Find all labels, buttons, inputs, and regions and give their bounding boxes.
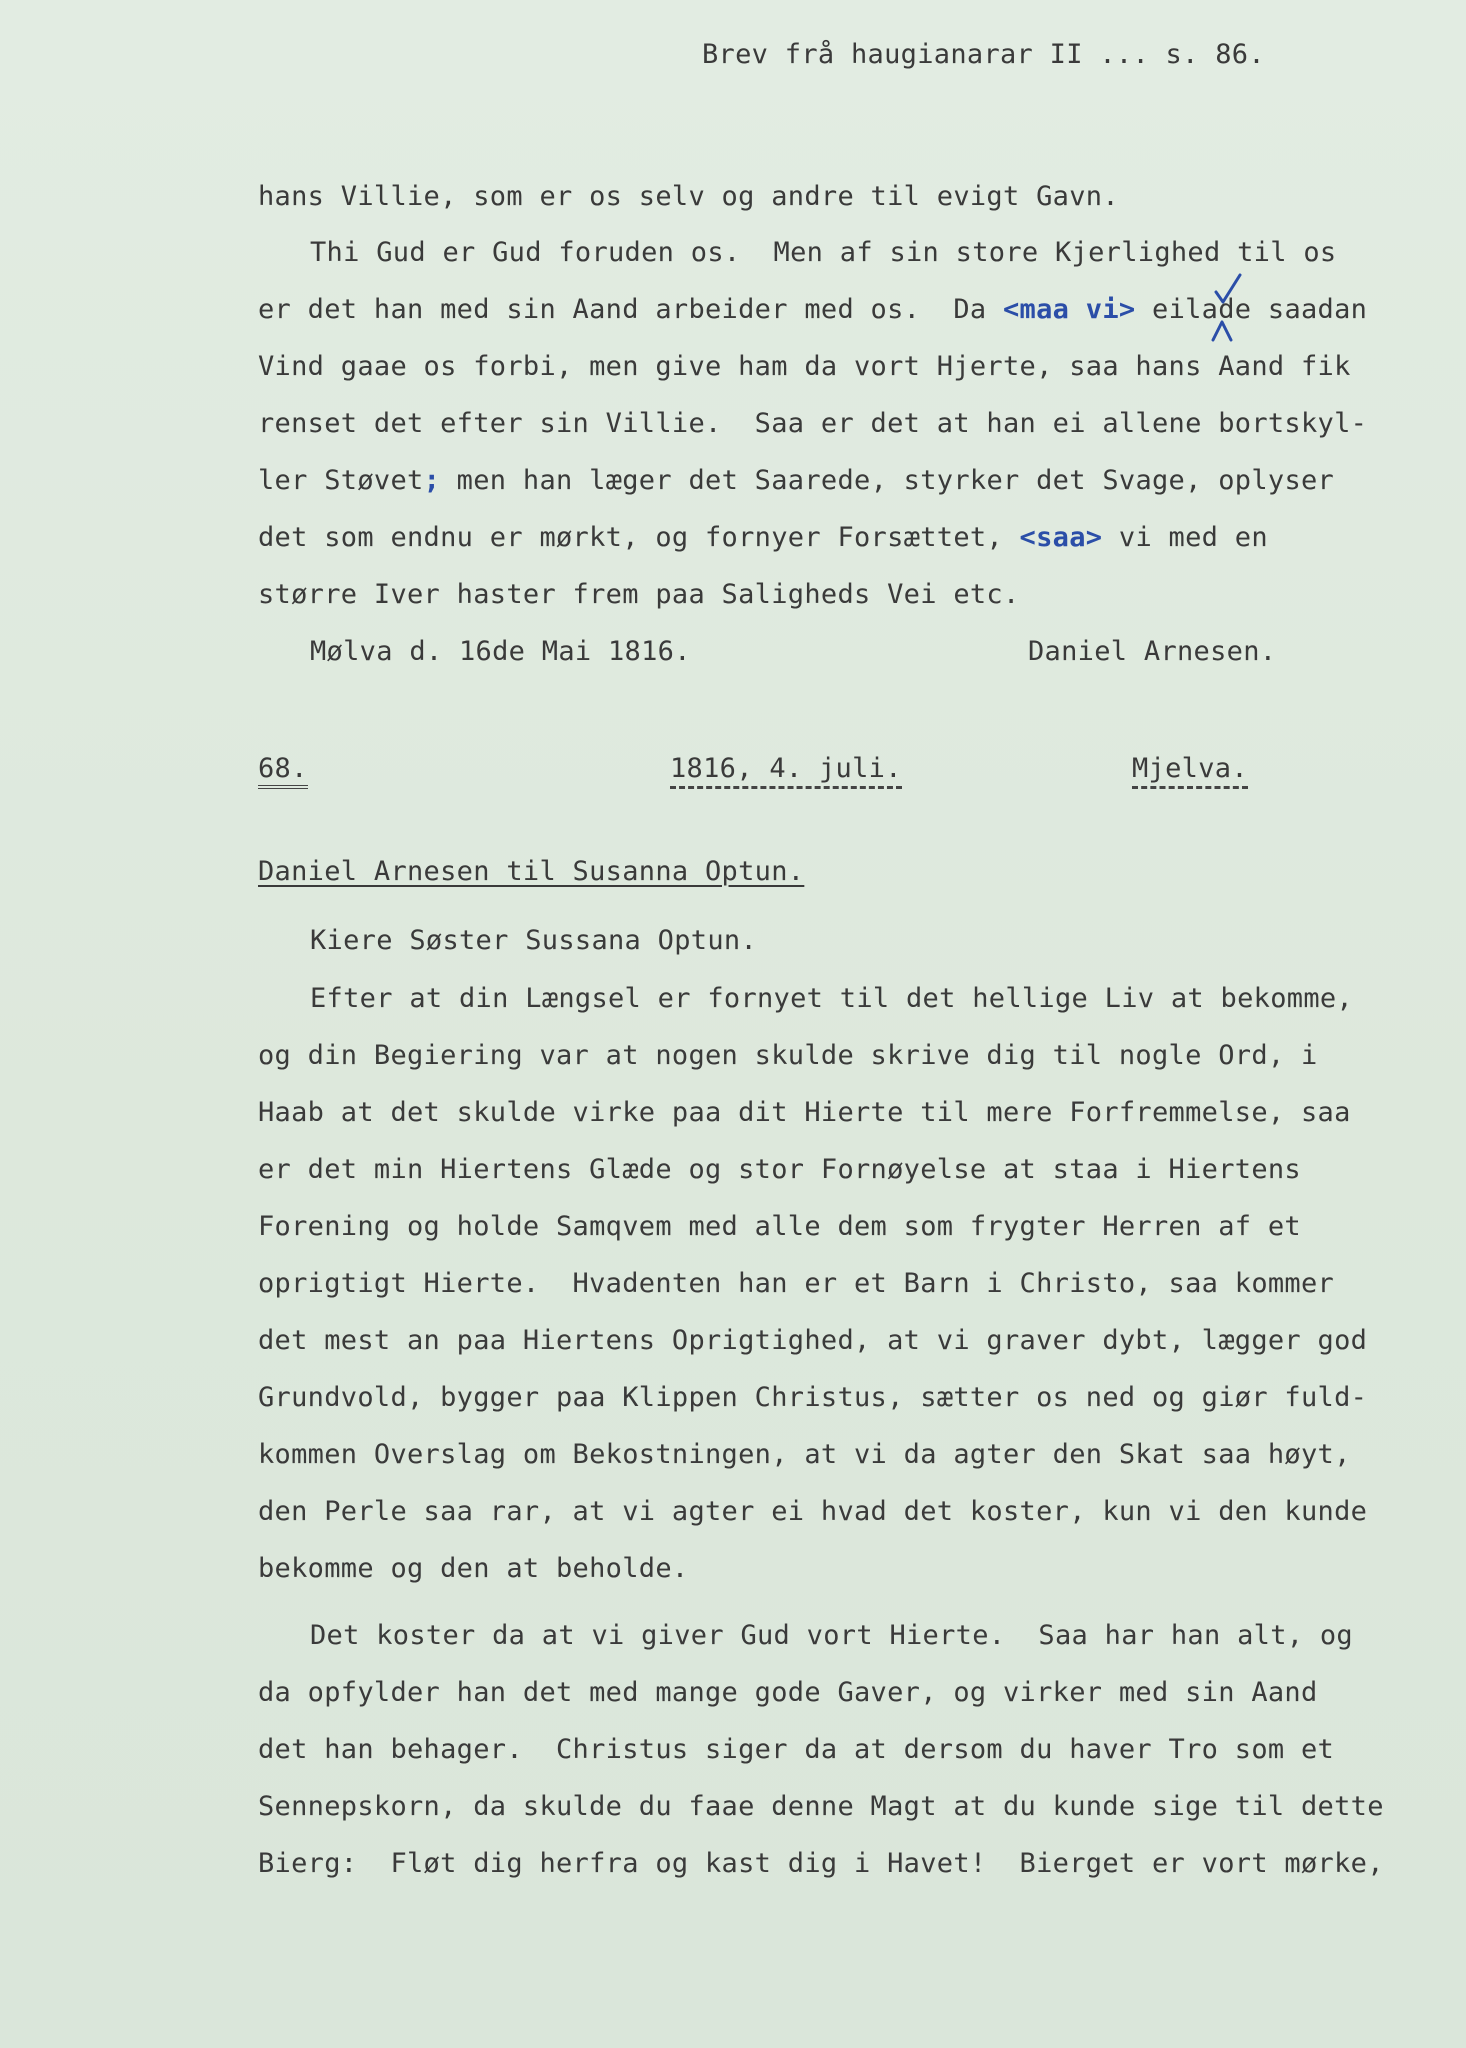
text-line: er det min Hiertens Glæde og stor Fornøyelse at staa i Hiertens — [258, 1154, 1301, 1185]
text-line: det han behager. Christus siger da at dersom du haver Tro som et — [258, 1734, 1335, 1765]
caret-insert-icon — [1210, 318, 1234, 342]
text-line: kommen Overslag om Bekostningen, at vi da agter den Skat saa høyt, — [258, 1439, 1351, 1470]
text-line: Forening og holde Samqvem med alle dem som frygter Herren af et — [258, 1211, 1301, 1242]
text-line: bekomme og den at beholde. — [258, 1553, 689, 1584]
text-line: da opfylder han det med mange gode Gaver, og virker med sin Aand — [258, 1677, 1318, 1708]
salutation: Kiere Søster Sussana Optun. — [310, 925, 757, 956]
text-segment: vi med en — [1102, 522, 1268, 553]
text-segment: men han læger det Saarede, styrker det Svage, oplyser — [440, 465, 1335, 496]
signature: Daniel Arnesen. — [1028, 636, 1277, 667]
text-line: Grundvold, bygger paa Klippen Christus, sætter os ned og giør fuld- — [258, 1382, 1368, 1413]
text-line: Haab at det skulde virke paa dit Hierte til mere Forfremmelse, saa — [258, 1097, 1351, 1128]
text-line: oprigtigt Hierte. Hvadenten han er et Barn i Christo, saa kommer — [258, 1268, 1335, 1299]
handwritten-insert-mark: <maa vi> — [1003, 294, 1136, 325]
text-segment: det som endnu er mørkt, og fornyer Forsættet, — [258, 522, 1020, 553]
text-line — [258, 293, 1367, 327]
place-date: Mølva d. 16de Mai 1816. — [310, 636, 691, 667]
text-line — [258, 464, 1334, 498]
letter-date — [670, 752, 902, 786]
page-reference: Brev frå haugianarar II ... s. 86. — [702, 39, 1265, 70]
handwritten-insert-mark: <saa> — [1019, 522, 1103, 553]
handwritten-correction-mark: ; — [423, 465, 441, 496]
letter-date-text: 1816, 4. juli. — [670, 753, 902, 789]
text-line: Sennepskorn, da skulde du faae denne Magt at du kunde sige til dette — [258, 1791, 1384, 1822]
letter-place — [1132, 752, 1248, 786]
text-line: Det koster da at vi giver Gud vort Hierte. Saa har han alt, og — [310, 1620, 1353, 1651]
text-line: Bierg: Fløt dig herfra og kast dig i Havet! Bierget er vort mørke, — [258, 1848, 1384, 1879]
letter-number-text: 68. — [258, 753, 308, 789]
text-line: det mest an paa Hiertens Oprigtighed, at vi graver dybt, lægger god — [258, 1325, 1368, 1356]
text-line: hans Villie, som er os selv og andre til evigt Gavn. — [258, 181, 1119, 212]
text-line: renset det efter sin Villie. Saa er det at han ei allene bortskyl- — [258, 408, 1368, 439]
letter-number — [258, 752, 308, 786]
letter-title-text: Daniel Arnesen til Susanna Optun. — [258, 856, 805, 887]
text-segment: ler Støvet — [258, 465, 424, 496]
letter-place-text: Mjelva. — [1132, 753, 1248, 789]
text-line: Vind gaae os forbi, men give ham da vort Hjerte, saa hans Aand fik — [258, 351, 1351, 382]
text-line: større Iver haster frem paa Saligheds Vei etc. — [258, 579, 1020, 610]
text-line: den Perle saa rar, at vi agter ei hvad det koster, kun vi den kunde — [258, 1496, 1368, 1527]
text-segment: eilade saadan — [1135, 294, 1368, 325]
text-line — [258, 521, 1268, 555]
text-line: og din Begiering var at nogen skulde skrive dig til nogle Ord, i — [258, 1040, 1318, 1071]
text-line: Efter at din Længsel er fornyet til det hellige Liv at bekomme, — [310, 983, 1353, 1014]
letter-title — [258, 855, 804, 889]
text-line: Thi Gud er Gud foruden os. Men af sin store Kjerlighed til os — [310, 237, 1337, 268]
text-segment: er det han med sin Aand arbeider med os. Da — [258, 294, 1003, 325]
checkmark-icon — [1213, 272, 1243, 306]
